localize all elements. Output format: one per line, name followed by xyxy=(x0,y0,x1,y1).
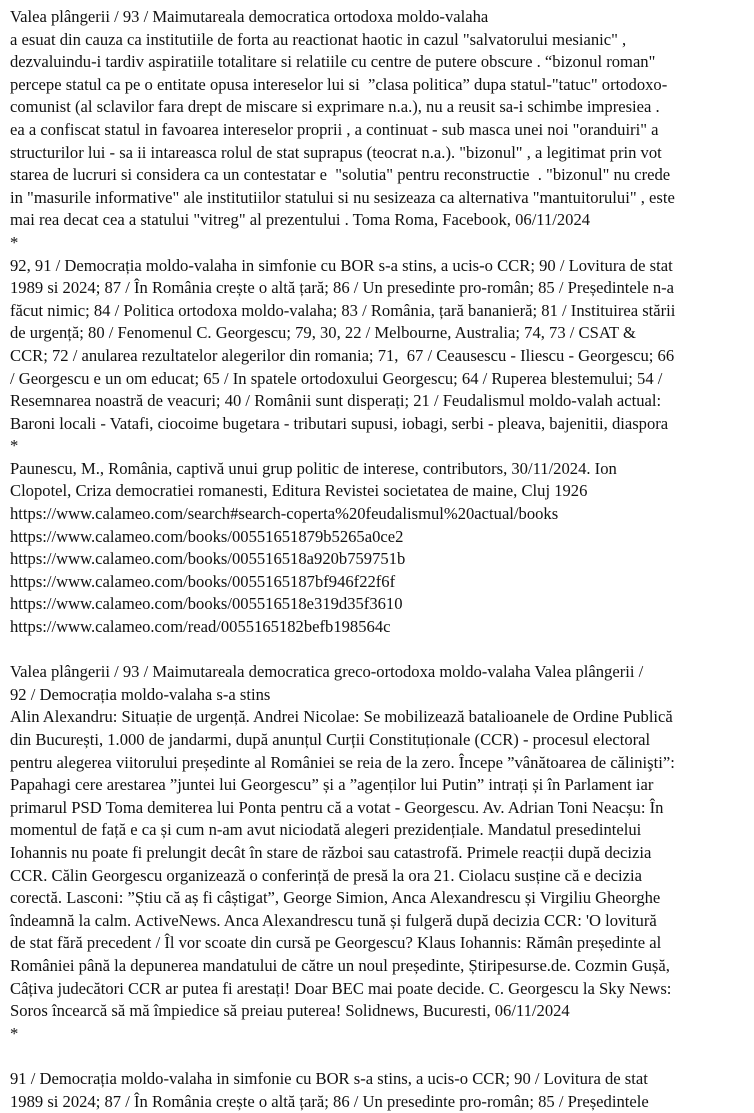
text-line: 92 / Democrația moldo-valaha s-a stins xyxy=(10,684,754,707)
text-line: Soros încearcă să mă împiedice să preiau puterea! Solidnews, Bucuresti, 06/11/2024 xyxy=(10,1000,754,1023)
text-line: Paunescu, M., România, captivă unui grup politic de interese, contributors, 30/11/2024. Ion xyxy=(10,458,754,481)
text-line: de stat fără precedent / Îl vor scoate din cursă pe Georgescu? Klaus Iohannis: Rămân președinte al xyxy=(10,932,754,955)
text-line: mai rea decat cea a statului "vitreg" al prezentului . Toma Roma, Facebook, 06/11/2024 xyxy=(10,209,754,232)
text-line: * xyxy=(10,232,754,255)
text-line xyxy=(10,639,754,662)
text-line: 1989 si 2024; 87 / În România crește o altă țară; 86 / Un presedinte pro-român; 85 / Președintele n-a xyxy=(10,277,754,300)
text-line: CCR; 72 / anularea rezultatelor alegerilor din romania; 71, 67 / Ceausescu - Iliescu - Georgescu; 66 xyxy=(10,345,754,368)
text-line: comunist (al sclavilor fara drept de miscare si exprimare n.a.), nu a reusit sa-i schimbe impresiea . xyxy=(10,96,754,119)
text-line: 91 / Democrația moldo-valaha in simfonie cu BOR s-a stins, a ucis-o CCR; 90 / Lovitura de stat xyxy=(10,1068,754,1091)
text-line: din București, 1.000 de jandarmi, după anunțul Curții Constituționale (CCR) - procesul electoral xyxy=(10,729,754,752)
text-line: României până la depunerea mandatului de către un noul președinte, Știripesurse.de. Cozmin Gușă, xyxy=(10,955,754,978)
text-line: CCR. Călin Georgescu organizează o conferință de presă la ora 21. Ciolacu susține că e decizia xyxy=(10,865,754,888)
text-line: a esuat din cauza ca institutiile de forta au reactionat haotic in cazul "salvatorului mesianic" , xyxy=(10,29,754,52)
text-line xyxy=(10,1045,754,1068)
text-line: structurilor lui - sa ii intareasca rolul de stat suprapus (teocrat n.a.). "bizonul" , a legitimat prin vot xyxy=(10,142,754,165)
url-link[interactable]: https://www.calameo.com/books/005516518a920b759751b xyxy=(10,548,754,571)
text-line: / Georgescu e un om educat; 65 / In spatele ortodoxului Georgescu; 64 / Ruperea blestemului; 54 / xyxy=(10,368,754,391)
text-line: Iohannis nu poate fi prelungit decât în stare de război sau catastrofă. Primele reacții după decizia xyxy=(10,842,754,865)
text-line: Alin Alexandru: Situație de urgență. Andrei Nicolae: Se mobilizează batalioanele de Ordine Publică xyxy=(10,706,754,729)
text-line: * xyxy=(10,1023,754,1046)
text-line: Resemnarea noastră de veacuri; 40 / Românii sunt disperați; 21 / Feudalismul moldo-valah actual: xyxy=(10,390,754,413)
text-line: percepe statul ca pe o entitate opusa intereselor lui si ”clasa politica” dupa statul-"tatuc" ortodoxo- xyxy=(10,74,754,97)
text-line: 92, 91 / Democrația moldo-valaha in simfonie cu BOR s-a stins, a ucis-o CCR; 90 / Lovitura de stat xyxy=(10,255,754,278)
text-block xyxy=(10,6,754,255)
text-block xyxy=(10,661,754,1068)
text-line: ea a confiscat statul in favoarea intereselor proprii , a continuat - sub masca unei noi "oranduiri" a xyxy=(10,119,754,142)
text-line: momentul de față e ca și cum n-am avut niciodată alegeri prezidențiale. Mandatul presedintelui xyxy=(10,819,754,842)
text-block xyxy=(10,1068,754,1113)
url-link[interactable]: https://www.calameo.com/search#search-coperta%20feudalismul%20actual/books xyxy=(10,503,754,526)
text-line: îndeamnă la calm. ActiveNews. Anca Alexandrescu tună și fulgeră după decizia CCR: 'O lovitură xyxy=(10,910,754,933)
url-link[interactable]: https://www.calameo.com/books/005516518e319d35f3610 xyxy=(10,593,754,616)
url-link[interactable]: https://www.calameo.com/read/0055165182befb198564c xyxy=(10,616,754,639)
text-line: primarul PSD Toma demiterea lui Ponta pentru că a votat - Georgescu. Av. Adrian Toni Neacșu: În xyxy=(10,797,754,820)
text-line: Baroni locali - Vatafi, ciocoime bugetara - tributari supusi, iobagi, serbi - pleava, bajenitii, diaspora xyxy=(10,413,754,436)
text-line: Câțiva judecători CCR ar putea fi arestați! Doar BEC mai poate decide. C. Georgescu la Sky News: xyxy=(10,978,754,1001)
text-line: * xyxy=(10,435,754,458)
text-line: Valea plângerii / 93 / Maimutareala democratica greco-ortodoxa moldo-valaha Valea plângerii / xyxy=(10,661,754,684)
text-line: Valea plângerii / 93 / Maimutareala democratica ortodoxa moldo-valaha xyxy=(10,6,754,29)
text-line: 1989 si 2024; 87 / În România crește o altă țară; 86 / Un presedinte pro-român; 85 / Președintele xyxy=(10,1091,754,1113)
text-block xyxy=(10,458,754,661)
text-line: pentru alegerea viitorului președinte al României se reia de la zero. Începe ”vânătoarea de călinişti”: xyxy=(10,752,754,775)
text-line: făcut nimic; 84 / Politica ortodoxa moldo-valaha; 83 / România, țară bananieră; 81 / Instituirea stării xyxy=(10,300,754,323)
text-block xyxy=(10,255,754,458)
text-line: Papahagi cere arestarea ”juntei lui Georgescu” și a ”agenților lui Putin” intrați și în Parlament iar xyxy=(10,774,754,797)
text-line: in "masurile informative" ale institutiilor statului si nu sesizeaza ca alternativa "mantuitorului" , este xyxy=(10,187,754,210)
text-line: corectă. Lasconi: ”Știu că aș fi câștigat”, George Simion, Anca Alexandrescu și Virgiliu Gheorghe xyxy=(10,887,754,910)
url-link[interactable]: https://www.calameo.com/books/0055165187bf946f22f6f xyxy=(10,571,754,594)
url-link[interactable]: https://www.calameo.com/books/00551651879b5265a0ce2 xyxy=(10,526,754,549)
text-line: dezvaluindu-i tardiv aspiratiile totalitare si relatiile cu centre de putere obscure . “bizonul roman" xyxy=(10,51,754,74)
text-line: Clopotel, Criza democratiei romanesti, Editura Revistei societatea de maine, Cluj 1926 xyxy=(10,480,754,503)
text-line: de urgență; 80 / Fenomenul C. Georgescu; 79, 30, 22 / Melbourne, Australia; 74, 73 / CSAT & xyxy=(10,322,754,345)
text-line: starea de lucruri si considera ca un contestatar e "solutia" pentru reconstructie . "bizonul" nu crede xyxy=(10,164,754,187)
